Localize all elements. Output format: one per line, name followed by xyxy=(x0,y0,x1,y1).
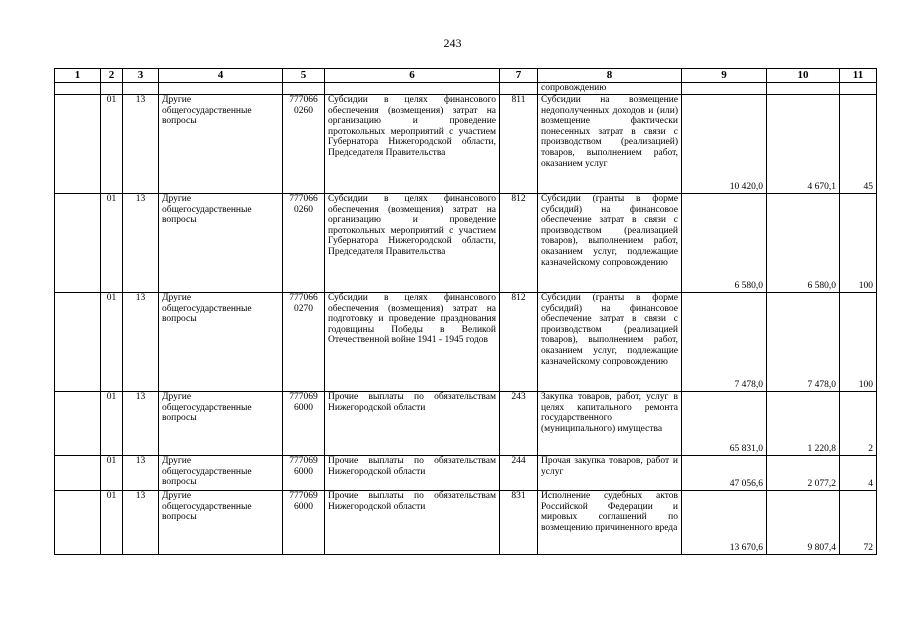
target-article: 777069 6000 xyxy=(283,456,325,491)
target-article: 777069 6000 xyxy=(283,392,325,456)
expense-type-code: 831 xyxy=(500,491,538,555)
article-name: Прочие выплаты по обязательствам Нижегородской области xyxy=(325,456,500,491)
header-cell: 1 xyxy=(55,69,101,83)
target-article: 777066 0260 xyxy=(283,95,325,194)
header-cell: 2 xyxy=(101,69,123,83)
article-name: Прочие выплаты по обязательствам Нижегородской области xyxy=(325,392,500,456)
subsection-code: 13 xyxy=(123,95,159,194)
section-code: 01 xyxy=(101,194,123,293)
subsection-code: 13 xyxy=(123,293,159,392)
executed-amount: 9 807,4 xyxy=(767,491,840,555)
section-code: 01 xyxy=(101,392,123,456)
section-name: Другие общегосударственные вопросы xyxy=(159,95,283,194)
article-name: Субсидии в целях финансового обеспечения (возмещения) затрат на организацию и проведение протокольных мероприятий с участием Губернатора Нижегородской области, Председателя Правительства xyxy=(325,95,500,194)
section-code: 01 xyxy=(101,293,123,392)
executed-amount: 1 220,8 xyxy=(767,392,840,456)
expense-type-name: Субсидии (гранты в форме субсидий) на финансовое обеспечение затрат в связи с производством (реализацией товаров), выполнением работ, оказанием услуг, подлежащие казначейскому сопровождению xyxy=(538,194,682,293)
header-cell: 11 xyxy=(840,69,877,83)
page-number: 243 xyxy=(443,36,462,50)
expense-type-name: Исполнение судебных актов Российской Федерации и мировых соглашений по возмещению причиненного вреда xyxy=(538,491,682,555)
execution-percent: 2 xyxy=(840,392,877,456)
expense-type-code: 243 xyxy=(500,392,538,456)
table-row xyxy=(55,194,877,293)
execution-percent: 72 xyxy=(840,491,877,555)
header-cell: 8 xyxy=(538,69,682,83)
header-cell: 7 xyxy=(500,69,538,83)
article-name: Субсидии в целях финансового обеспечения (возмещения) затрат на организацию и проведение протокольных мероприятий с участием Губернатора Нижегородской области, Председателя Правительства xyxy=(325,194,500,293)
header-cell: 5 xyxy=(283,69,325,83)
execution-percent: 45 xyxy=(840,95,877,194)
expense-type-code: 812 xyxy=(500,293,538,392)
budget-table xyxy=(54,68,877,555)
section-name: Другие общегосударственные вопросы xyxy=(159,456,283,491)
table-row xyxy=(55,293,877,392)
table-row xyxy=(55,95,877,194)
table-row xyxy=(55,456,877,491)
target-article: 777066 0260 xyxy=(283,194,325,293)
subsection-code: 13 xyxy=(123,194,159,293)
expense-type-name: Прочая закупка товаров, работ и услуг xyxy=(538,456,682,491)
continuation-row xyxy=(55,83,877,95)
subsection-code: 13 xyxy=(123,392,159,456)
section-code: 01 xyxy=(101,95,123,194)
planned-amount: 10 420,0 xyxy=(682,95,767,194)
table-row xyxy=(55,491,877,555)
planned-amount: 65 831,0 xyxy=(682,392,767,456)
target-article: 777066 0270 xyxy=(283,293,325,392)
header-cell: 9 xyxy=(682,69,767,83)
header-cell: 4 xyxy=(159,69,283,83)
executed-amount: 6 580,0 xyxy=(767,194,840,293)
execution-percent: 100 xyxy=(840,194,877,293)
executed-amount: 4 670,1 xyxy=(767,95,840,194)
subsection-code: 13 xyxy=(123,456,159,491)
article-name: Субсидии в целях финансового обеспечения (возмещения) затрат на подготовку и проведение празднования годовщины Победы в Великой Отечественной войне 1941 - 1945 годов xyxy=(325,293,500,392)
continuation-text: сопровождению xyxy=(538,83,682,95)
table-row xyxy=(55,392,877,456)
execution-percent: 100 xyxy=(840,293,877,392)
execution-percent: 4 xyxy=(840,456,877,491)
expense-type-name: Закупка товаров, работ, услуг в целях капитального ремонта государственного (муниципального) имущества xyxy=(538,392,682,456)
expense-type-code: 244 xyxy=(500,456,538,491)
header-cell: 3 xyxy=(123,69,159,83)
planned-amount: 6 580,0 xyxy=(682,194,767,293)
expense-type-name: Субсидии на возмещение недополученных доходов и (или) возмещение фактически понесенных затрат в связи с производством (реализацией) товаров, выполнением работ, оказанием услуг xyxy=(538,95,682,194)
planned-amount: 7 478,0 xyxy=(682,293,767,392)
planned-amount: 13 670,6 xyxy=(682,491,767,555)
expense-type-code: 811 xyxy=(500,95,538,194)
header-cell: 10 xyxy=(767,69,840,83)
executed-amount: 2 077,2 xyxy=(767,456,840,491)
header-cell: 6 xyxy=(325,69,500,83)
section-name: Другие общегосударственные вопросы xyxy=(159,293,283,392)
target-article: 777069 6000 xyxy=(283,491,325,555)
expense-type-name: Субсидии (гранты в форме субсидий) на финансовое обеспечение затрат в связи с производством (реализацией товаров), выполнением работ, оказанием услуг, подлежащие казначейскому сопровождению xyxy=(538,293,682,392)
section-name: Другие общегосударственные вопросы xyxy=(159,491,283,555)
executed-amount: 7 478,0 xyxy=(767,293,840,392)
section-name: Другие общегосударственные вопросы xyxy=(159,392,283,456)
section-code: 01 xyxy=(101,491,123,555)
section-name: Другие общегосударственные вопросы xyxy=(159,194,283,293)
planned-amount: 47 056,6 xyxy=(682,456,767,491)
subsection-code: 13 xyxy=(123,491,159,555)
expense-type-code: 812 xyxy=(500,194,538,293)
header-row xyxy=(55,69,877,83)
section-code: 01 xyxy=(101,456,123,491)
article-name: Прочие выплаты по обязательствам Нижегородской области xyxy=(325,491,500,555)
